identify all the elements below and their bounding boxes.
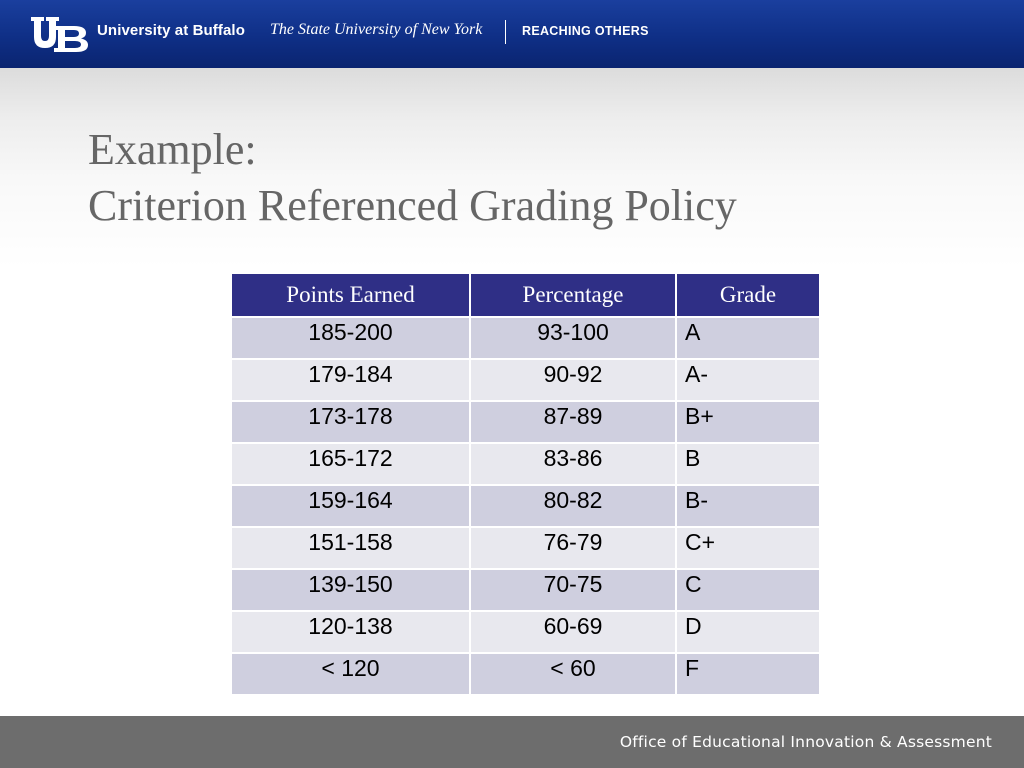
points-cell: 120-138 bbox=[231, 611, 470, 653]
percentage-cell: 90-92 bbox=[470, 359, 676, 401]
percentage-cell: 93-100 bbox=[470, 317, 676, 359]
slide-title bbox=[88, 122, 737, 234]
percentage-cell: 60-69 bbox=[470, 611, 676, 653]
points-cell: 173-178 bbox=[231, 401, 470, 443]
percentage-cell: 83-86 bbox=[470, 443, 676, 485]
grade-cell: B- bbox=[676, 485, 820, 527]
suny-name: The State University of New York bbox=[270, 21, 483, 38]
table-header-row bbox=[231, 273, 820, 317]
table-row bbox=[231, 611, 820, 653]
table-row bbox=[231, 317, 820, 359]
percentage-cell: 87-89 bbox=[470, 401, 676, 443]
points-cell: 185-200 bbox=[231, 317, 470, 359]
table-row bbox=[231, 359, 820, 401]
table-row bbox=[231, 653, 820, 695]
percentage-cell: 70-75 bbox=[470, 569, 676, 611]
percentage-cell: 76-79 bbox=[470, 527, 676, 569]
ub-logo-icon bbox=[30, 14, 92, 52]
points-cell: 159-164 bbox=[231, 485, 470, 527]
grade-cell: A- bbox=[676, 359, 820, 401]
grade-cell: D bbox=[676, 611, 820, 653]
column-header-grade: Grade bbox=[676, 273, 820, 317]
table-row bbox=[231, 485, 820, 527]
title-line-2: Criterion Referenced Grading Policy bbox=[88, 181, 737, 230]
points-cell: 139-150 bbox=[231, 569, 470, 611]
table-row bbox=[231, 401, 820, 443]
title-line-1: Example: bbox=[88, 125, 257, 174]
grade-cell: B bbox=[676, 443, 820, 485]
grading-table bbox=[230, 272, 821, 696]
percentage-cell: < 60 bbox=[470, 653, 676, 695]
footer-bar bbox=[0, 716, 1024, 768]
points-cell: < 120 bbox=[231, 653, 470, 695]
university-name: University at Buffalo bbox=[97, 22, 245, 39]
grade-cell: C+ bbox=[676, 527, 820, 569]
column-header-percentage: Percentage bbox=[470, 273, 676, 317]
table-row bbox=[231, 527, 820, 569]
footer-office-name: Office of Educational Innovation & Assessment bbox=[619, 733, 992, 751]
table-row bbox=[231, 443, 820, 485]
header-bar bbox=[0, 0, 1024, 68]
grade-cell: F bbox=[676, 653, 820, 695]
tagline: REACHING OTHERS bbox=[522, 24, 649, 38]
points-cell: 151-158 bbox=[231, 527, 470, 569]
table-row bbox=[231, 569, 820, 611]
grade-cell: A bbox=[676, 317, 820, 359]
column-header-points: Points Earned bbox=[231, 273, 470, 317]
points-cell: 179-184 bbox=[231, 359, 470, 401]
header-divider bbox=[505, 20, 506, 44]
grade-cell: B+ bbox=[676, 401, 820, 443]
grade-cell: C bbox=[676, 569, 820, 611]
percentage-cell: 80-82 bbox=[470, 485, 676, 527]
points-cell: 165-172 bbox=[231, 443, 470, 485]
